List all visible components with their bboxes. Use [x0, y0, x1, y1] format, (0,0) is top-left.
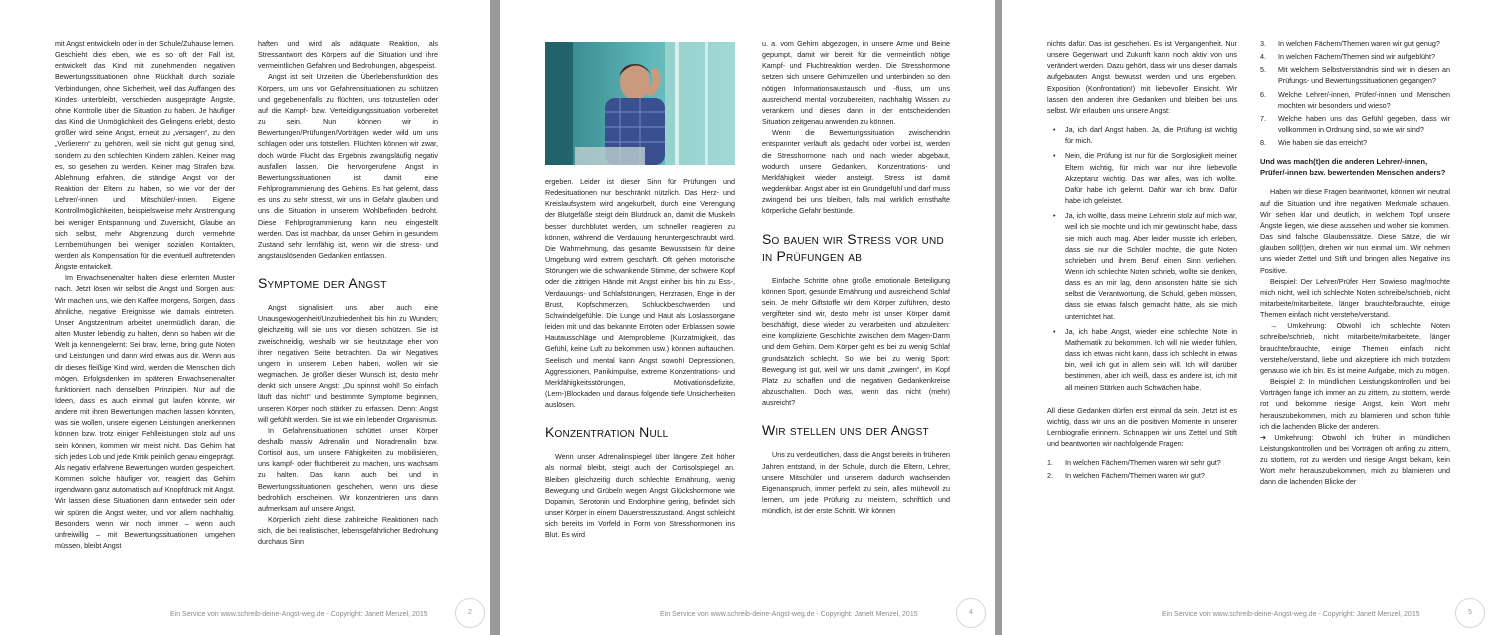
- footer-separator: -: [1318, 611, 1321, 618]
- list-number: 4.: [1260, 52, 1266, 62]
- page4-column-right: [762, 38, 950, 590]
- numbered-list: [1260, 38, 1450, 148]
- footer-service: Ein Service von www.schreib-deine-Angst-weg.de: [170, 611, 325, 618]
- list-item: [1260, 38, 1450, 49]
- page-footer: [660, 611, 918, 618]
- list-text: Welche Lehrer/-innen, Prüfer/-innen und Menschen mochten wir besonders und wieso?: [1278, 89, 1450, 110]
- page-number: 2: [455, 598, 485, 628]
- page5-column-right: [1260, 38, 1450, 590]
- list-item: [1260, 51, 1450, 62]
- paragraph: Wenn unser Adrenalinspiegel über längere Zeit höher als normal bleibt, steigt auch der Cortisolspiegel an. Bleiben gleichzeitig durch schlechte Ernährung, wenig Bewegung und Grübeln wegen Angst Glückshormone wie Dopamin, Serotonin und Endorphine gering, befindet sich unser Körper in einem Dauerstresszustand. Angst schleicht sich bereits im Vorfeld in Form von Stresshormonen ins Blut. Es wird: [545, 452, 735, 540]
- footer-separator: -: [816, 611, 819, 618]
- list-text: In welchen Fächern/Themen waren wir gut genug?: [1278, 39, 1440, 48]
- boy-at-window-photo: [545, 42, 735, 165]
- page-number: 4: [956, 598, 986, 628]
- list-number: 5.: [1260, 65, 1266, 75]
- paragraph: Haben wir diese Fragen beantwortet, können wir neutral auf die Situation und ihre negativen Merkmale schauen. Wir sehen klar und deutlich, in welchem Topf unsere Ängste liegen, wie diese aussehen und woher sie kommen. Das sind falsche Glaubenssätze. Diese Sätze, die wir glauben soll(t)en, drehen wir nun einmal um. Wir nehmen uns wieder Zettel und Stift und bringen alles Negative ins Positive.: [1260, 187, 1450, 275]
- page5-column-left: [1047, 38, 1237, 590]
- paragraph: nichts dafür. Das ist geschehen. Es ist Vergangenheit. Nur unsere Gegenwart und Zukunft kann noch aktiv von uns verändert werden. Dazu gehört, dass wir uns dieser damals aufgebauten Angst bewusst werden und uns ergeben. Exposition (Konfrontation!) mit liebevoller Einsicht. Wir lassen den anderen ihre Gedanken und bleiben bei uns selbst. Wir erlauben uns unsere Angst:: [1047, 39, 1237, 115]
- paragraph: Im Erwachsenenalter halten diese erlernten Muster nach. Jetzt lösen wir selbst die Angst und Sorgen aus: Wir machen uns, wie den Kaffee morgens, Sorgen, dass ähnliche, negative Ereignisse wie damals eintreten. Unser Angstzentrum arbeitet unermüdlich daran, die alten Muster lebendig zu halten, denn so haben wir die Welt ja kennengelernt: Sei brav, lerne, bring gute Noten und Leistungen und dann wird etwas aus dir. Wenn aus dir dieses fleißige Kind wird, werden die Menschen dich mögen. Erfolgsdenken im späteren Erwachsenenalter funktioniert nach denselben Prinzipien. Nur auf die Ideen, dass es auch einmal gut laufen könnte, wir andere mit ihren Bewertungen machen lassen könnten, was sie wollen, unsere eigenen Leistungen anerkennen können bzw. trotz einiger Fehlleistungen stolz auf uns sein können, kommen wir meist nicht. Das Gehirn hat sich jedes Lob und jede Kritik peinlich genau eingeprägt. Als negativ erfahrene Bewertungen wurden gespeichert. Kommen solche häufiger vor, reagiert das Gehirn irgendwann ganz automatisch auf Knopfdruck mit Angst. Wir lassen diese Situationen dann entweder sein oder wir spüren die Angst weiter, und vor allem nachhaltig. Besonders wenn wir noch immer – wenn auch unfreiwillig – mit Bewertungssituationen umgehen müssen, bleibt Angst: [55, 273, 235, 551]
- paragraph: u. a. vom Gehirn abgezogen, in unsere Arme und Beine gepumpt, damit wir bereit für die vermeintlich nötige Kampf- und Fluchtreaktion werden. Die Stresshormone setzen sich unsere Gehirnzellen und unterbinden so den nötigen Informationsaustausch und -fluss, um uns ausreichend mental vorzubereiten, nachhaltig Wissen zu verankern und dieses dann in der entscheidenden Situation zeitgenau anwenden zu können.: [762, 39, 950, 127]
- list-item: [1260, 137, 1450, 148]
- section-heading: Wir stellen uns der Angst: [762, 422, 929, 439]
- footer-service: Ein Service von www.schreib-deine-Angst-weg.de: [1162, 611, 1317, 618]
- document-page-4: [500, 0, 995, 635]
- paragraph: ergeben. Leider ist dieser Sinn für Prüfungen und Redesituationen nur beschränkt nützlich. Das Herz- und Kreislaufsystem wird angekurbelt, durch eine Verengung der Blutgefäße steigt dein Blutdruck an, damit die Muskeln besser durchblutet werden, um schneller reagieren zu können, während die Verdauung heruntergeschraubt wird. Die Wahrnehmung, das gesamte Bewusstsein für deine Umgebung wird extrem geschärft. Oft gehen motorische Störungen wie die schwankende Stimme, der schwere Kopf oder die zittrigen Hände mit Angst einher bis hin zu Ess-, Verdauungs- und Schlafstörungen, Herzrasen, Enge in der Brust, Kopfschmerzen, Schluckbeschwerden und Schwindelgefühle. Die Lunge und Haut als Loslassorgane leiden mit und das bekannte Erröten oder Erblassen sowie Hautausschläge und Atemprobleme (Kurzatmigkeit, das Gefühl, keine Luft zu bekommen usw.) können auftauchen. Seelisch und mental kann Angst sowohl Depressionen, Aggressionen, Panikimpulse, extreme Konzentrations- und Merkfähigkeitsstörungen, Motivationsdefizite, (Lern-)Blockaden und daraus folgende tiefe Unsicherheiten auslösen.: [545, 177, 735, 410]
- paragraph: Angst signalisiert uns aber auch eine Unausgewogenheit/Unzufriedenheit bis hin zu Wunden; gleichzeitig will sie uns vor diesen schützen. Sie ist zweischneidig, weshalb wir sie heutzutage eher von ihrer negativen Seite betrachten. Da wir Negatives ungern in unserem Leben haben, wollen wir sie wegmachen. Je größer dieser Wunsch ist, desto mehr denkt sich unsere Angst: „Du spinnst wohl! So einfach läuft das nicht!“ und bestimmte Symptome beginnen, unseren Körper noch stärker zu erfassen. Denn: Angst will gefühlt werden. Sie ist wie ein lebender Organismus.: [258, 303, 438, 424]
- bullet-list: [1047, 124, 1237, 393]
- page-gutter: [490, 0, 500, 635]
- list-item: [1260, 89, 1450, 111]
- page-gutter: [995, 0, 1002, 635]
- page2-column-left: [55, 38, 235, 590]
- section-heading: Symptome der Angst: [258, 275, 387, 292]
- list-item: • Ja, ich habe Angst, wieder eine schlechte Note in Mathematik zu bekommen. Ich will nie wieder fühlen, dass ich etwas nicht kann, dass ich schlecht in etwas bin, weil ich gut in allem sein will. Ich will darüber bestimmen, aber ich weiß, dass es andere ist, ich mit all meinen Stärken auch Schwächen habe.: [1047, 326, 1237, 393]
- bold-heading: Und was mach(t)en die anderen Lehrer/-innen, Prüfer/-innen bzw. bewertenden Menschen anders?: [1260, 157, 1446, 178]
- paragraph: Angst ist seit Urzeiten die Überlebensfunktion des Körpers, um uns vor Gefahrensituationen zu schützen und gegebenenfalls zu flüchten, uns totzustellen oder auf die Kampf- bzw. Verteidigungssituation vorbereitet zu sein. Nun können wir in Bewertungen/Prüfungen/Vorträgen weder wild um uns schlagen oder uns totstellen. Flüchten können wir zwar, doch würde Flucht das Ergebnis zwangsläufig negativ ausfallen lassen. Die hervorgerufene Angst in Bewertungssituationen ist damit eine Fehlprogrammierung des Gehirns. Es hat gelernt, dass es uns zu sehr stresst, wir uns in Gefahr glauben und uns die Situation in unserem Wohlbefinden bedroht. Diese Fehlprogrammierung kann neu eingestellt werden. Das ist machbar, da unser Gehirn in gesundem Zustand sehr lernfähig ist, wenn wir die stress- und angstauslösenden Gedanken entlassen.: [258, 72, 438, 260]
- list-item: • Nein, die Prüfung ist nur für die Sorglosigkeit meiner Eltern wichtig, für mich war nur ihre liebevolle Akzeptanz wichtig. Das war alles, was ich wollte. Dafür habe ich gelernt. Dafür war ich brav. Dafür habe ich geleistet.: [1047, 150, 1237, 206]
- list-item: [1260, 113, 1450, 135]
- list-number: 7.: [1260, 113, 1266, 123]
- paragraph: Beispiel 2: In mündlichen Leistungskontrollen und bei Vorträgen fange ich immer an zu zittern, zu stottern, werde rot und bekomme riesige Angst, kein Wort mehr herauszubekommen, mich zu blamieren und schon fühle ich die lachenden Blicke der anderen.: [1260, 377, 1450, 431]
- list-number: 3.: [1260, 39, 1266, 48]
- list-item: [1047, 457, 1237, 468]
- section-heading: Konzentration Null: [545, 424, 669, 441]
- page-number: 5: [1455, 598, 1485, 628]
- list-text: In welchen Fächern/Themen waren wir gut?: [1065, 471, 1205, 481]
- footer-copyright: Copyright: Janett Menzel, 2015: [330, 611, 428, 618]
- paragraph: In Gefahrensituationen schüttet unser Körper deshalb massiv Adrenalin und Noradrenalin bzw. Cortisol aus, um unsere Fähigkeiten zu mobilisieren, uns kampf- oder fluchtbereit zu machen, uns wachsam zu halten. Das kann auch bei und in Bewertungssituationen geschehen, wenn uns diese bedrohlich erscheinen. Wir konzentrieren uns dann aufmerksam auf unsere Angst.: [258, 425, 438, 513]
- page-footer: [170, 611, 428, 618]
- list-text: Welche haben uns das Gefühl gegeben, dass wir vollkommen in Ordnung sind, so wie wir sind?: [1278, 113, 1450, 135]
- paragraph: ➔ Umkehrung: Obwohl ich früher in mündlichen Leistungskontrollen und bei Vorträgen oft anfing zu zittern, zu stottern, rot zu werden und riesige Angst bekam, kein Wort mehr herauszubekommen, mich zu blamieren und dann die lachenden Blicke der: [1260, 432, 1450, 487]
- footer-copyright: Copyright: Janett Menzel, 2015: [820, 611, 918, 618]
- footer-copyright: Copyright: Janett Menzel, 2015: [1322, 611, 1420, 618]
- list-text: In welchen Fächern/Themen waren wir sehr gut?: [1065, 458, 1221, 468]
- list-item: • Ja, ich wollte, dass meine Lehrerin stolz auf mich war, weil ich sie mochte und ich mir gewünscht habe, dass sie mich auch mag. Aber leider musste ich erleben, dass sie nur die Schüler mochte, die gute Noten schrieben und ihrem Beruf einen Sinn verliehen. Wenn ich schlechte Noten schrieb, wollte sie denken, dass es an mir lag, denn ansonsten hätte sie sich selbst die Verantwortung, die Schuld, geben müssen, dass sie etwas falsch gemacht hätte, als sie mich unterrichtet hat.: [1047, 210, 1237, 322]
- page2-column-right: [258, 38, 438, 590]
- document-page-5: [1002, 0, 1495, 635]
- footer-service: Ein Service von www.schreib-deine-Angst-weg.de: [660, 611, 815, 618]
- paragraph: All diese Gedanken dürfen erst einmal da sein. Jetzt ist es wichtig, dass wir uns an die positiven Momente in unserer Lernbiografie erinnern. Schnappen wir uns Zettel und Stift und beantworten wir nachfolgende Fragen:: [1047, 405, 1237, 449]
- list-text: Wie haben sie das erreicht?: [1278, 138, 1368, 148]
- paragraph: Uns zu verdeutlichen, dass die Angst bereits in früheren Jahren entstand, in der Schule, durch die Eltern, Lehrer, unsere Mitschüler und unserem dadurch wachsenden Eigenanspruch, immer perfekt zu sein, alles mühevoll zu lernen, um jede Prüfung zu meistern, schriftlich und mündlich, ist der erste Schritt. Wir können: [762, 450, 950, 516]
- list-number: 8.: [1260, 138, 1266, 148]
- paragraph: Beispiel: Der Lehrer/Prüfer Herr Sowieso mag/mochte mich nicht, weil ich schlechte Noten schreibe/schrieb, nicht mitarbeite/mitarbeitete, länger brauchte/brauchte, einige Themen einfach nicht verstehe/verstand.: [1260, 276, 1450, 320]
- list-number: 6.: [1260, 89, 1266, 99]
- numbered-list: [1047, 457, 1237, 481]
- list-number: 2.: [1047, 471, 1053, 481]
- paragraph: haften und wird als adäquate Reaktion, als Stressantwort des Körpers auf die Situation und ihre vermeintlichen Gefahren und Bedrohungen, abgespeist.: [258, 39, 438, 71]
- paragraph: Körperlich zieht diese zahlreiche Reaktionen nach sich, die bei realistischer, lebensgefährlicher Bedrohung durchaus Sinn: [258, 515, 438, 547]
- footer-separator: -: [326, 611, 329, 618]
- list-item: [1260, 64, 1450, 86]
- paragraph: → Umkehrung: Obwohl ich schlechte Noten schreibe/schrieb, nicht mitarbeite/mitarbeitete, länger brauchte/brauchte, einige Themen einfach nicht verstehe/verstand, liebe und akzeptiere ich mich trotzdem genauso wie ich bin. Es ist meine Aufgabe, mich zu mögen.: [1260, 321, 1450, 375]
- paragraph: Wenn die Bewertungssituation zwischendrin entspannter verläuft als gedacht oder vorbei ist, werden die Stresshormone nach und nach wieder abgebaut, wodurch unsere Gedanken, Konzentrations- und Merkfähigkeit wieder ansteigt. Stress ist damit wegdenkbar. Angst aber ist ein Grundgefühl und darf muss zwingend bei uns bleiben, falls mal wirklich ernsthafte körperliche Gefahr bestünde.: [762, 128, 950, 216]
- list-text: In welchen Fächern/Themen sind wir aufgeblüht?: [1278, 52, 1436, 62]
- list-text: Mit welchem Selbstverständnis sind wir in diesen an Prüfungs- und Bewertungssituationen gegangen?: [1278, 65, 1450, 86]
- document-page-2: [0, 0, 490, 635]
- list-item: [1047, 470, 1237, 481]
- page-footer: [1162, 611, 1420, 618]
- photo-illustration: [545, 42, 735, 165]
- paragraph: Einfache Schritte ohne große emotionale Beteiligung können Sport, gesunde Ernährung und ausreichend Schlaf sein. Je mehr Giftstoffe wir dem Körper zuführen, desto vergifteter sind wir, desto mehr ist unser Körper damit beschäftigt, diese wieder zu verarbeiten und abzuleiten: eine komplizierte Geschichte zwischen dem Magen-Darm und dem Gehirn. Dem Körper geht es bei zu wenig Schlaf grundsätzlich schlecht. So wie bei zu wenig Sport: Bewegung ist gut, weil wir uns damit „zwingen“, im Kopf Platz zu schaffen und die negativen Gedankenkreise abzuschalten. Doch was, wenn das nicht (mehr) ausreicht?: [762, 275, 950, 408]
- section-heading: So bauen wir Stress vor und in Prüfungen ab: [762, 230, 944, 264]
- page4-column-left: [545, 176, 735, 590]
- list-item: • Ja, ich darf Angst haben. Ja, die Prüfung ist wichtig für mich.: [1047, 124, 1237, 146]
- paragraph: mit Angst entwickeln oder in der Schule/Zuhause lernen. Geschieht dies eben, wie es so oft der Fall ist, entwickelt das Kind mit zunehmenden negativen Bewertungssituationen ohne Rückhalt durch soziale Verbindungen, ohne Sicherheit, weil das Auffangen des Kindes unterbleibt, verschieden ausgeprägte Ängste, ohne Kontrolle über die Situation zu haben. Je häufiger das Kind die Unmöglichkeit des Gelingens erlebt, desto größer wird seine Angst, erneut zu „versagen“, zu den „Verlierern“ zu gehören, weil sie nicht gut genug sind, sondern zu den schlechten Kindern zählen. Keiner mag es, so gesehen zu werden. Keiner mag Strafen bzw. Ablehnung erfahren, die ständige Angst vor der Reaktion der Eltern zu haben, so wie vor der der Lehrer/-innen und Mitschüler/-innen. Eigene Kontrollmöglichkeiten, beispielsweise mehr Anstrengung bei weniger Entspannung und Zuversicht, Glaube an sich selbst, mehr Abgrenzung durch vermehrte Lernbemühungen bei weniger sozialen Kontakten, werden als Kompensation für die eventuell auftretenden Ängste entwickelt.: [55, 39, 235, 272]
- list-number: 1.: [1047, 458, 1053, 468]
